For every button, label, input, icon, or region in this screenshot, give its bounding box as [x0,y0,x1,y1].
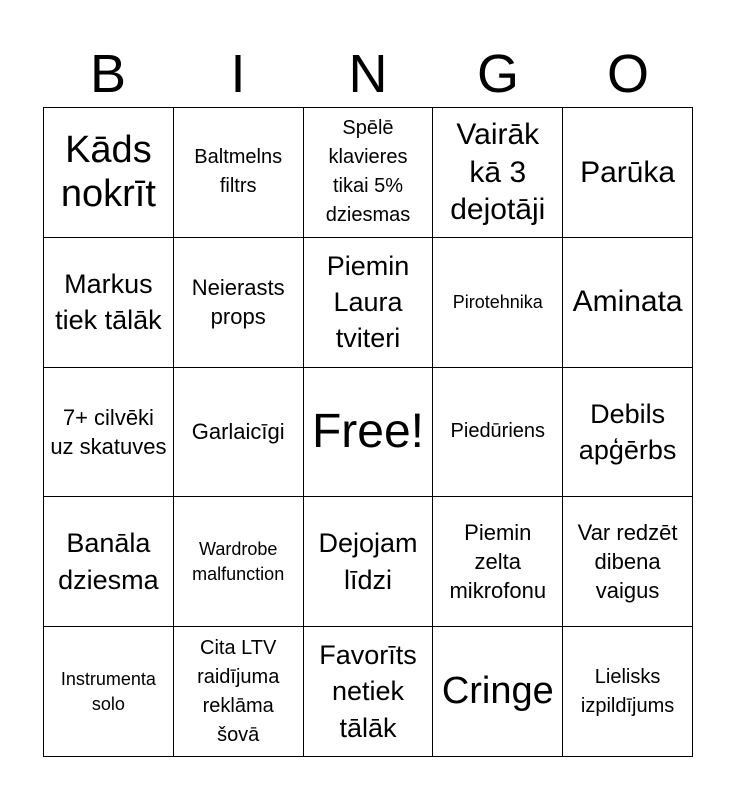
bingo-cell[interactable]: Dejojam līdzi [304,497,434,627]
bingo-cell[interactable]: Neierasts props [174,238,304,368]
bingo-cell[interactable]: Piedūriens [433,368,563,498]
bingo-cell[interactable]: Cringe [433,627,563,757]
free-space-cell[interactable]: Free! [304,368,434,498]
bingo-cell[interactable]: Cita LTV raidījuma reklāma šovā [174,627,304,757]
bingo-board [43,107,693,757]
bingo-cell[interactable]: Wardrobe malfunction [174,497,304,627]
bingo-cell[interactable]: Favorīts netiek tālāk [304,627,434,757]
bingo-cell[interactable]: Baltmelns filtrs [174,108,304,238]
bingo-cell[interactable]: Pirotehnika [433,238,563,368]
bingo-cell[interactable]: Banāla dziesma [44,497,174,627]
bingo-cell[interactable]: Parūka [563,108,693,238]
bingo-cell[interactable]: Lielisks izpildījums [563,627,693,757]
bingo-cell[interactable]: Debils apģērbs [563,368,693,498]
header-letter-n: N [348,44,388,104]
bingo-cell[interactable]: 7+ cilvēki uz skatuves [44,368,174,498]
bingo-header [43,40,693,108]
bingo-cell[interactable]: Instrumenta solo [44,627,174,757]
bingo-cell[interactable]: Var redzēt dibena vaigus [563,497,693,627]
bingo-cell[interactable]: Markus tiek tālāk [44,238,174,368]
header-letter-i: I [230,44,246,104]
bingo-cell[interactable]: Piemin Laura tviteri [304,238,434,368]
bingo-cell[interactable]: Garlaicīgi [174,368,304,498]
bingo-cell[interactable]: Vairāk kā 3 dejotāji [433,108,563,238]
header-letter-b: B [89,44,127,104]
header-letter-o: O [606,44,649,104]
header-letter-g: G [476,44,519,104]
bingo-cell[interactable]: Piemin zelta mikrofonu [433,497,563,627]
bingo-cell[interactable]: Spēlē klavieres tikai 5% dziesmas [304,108,434,238]
bingo-cell[interactable]: Kāds nokrīt [44,108,174,238]
bingo-cell[interactable]: Aminata [563,238,693,368]
